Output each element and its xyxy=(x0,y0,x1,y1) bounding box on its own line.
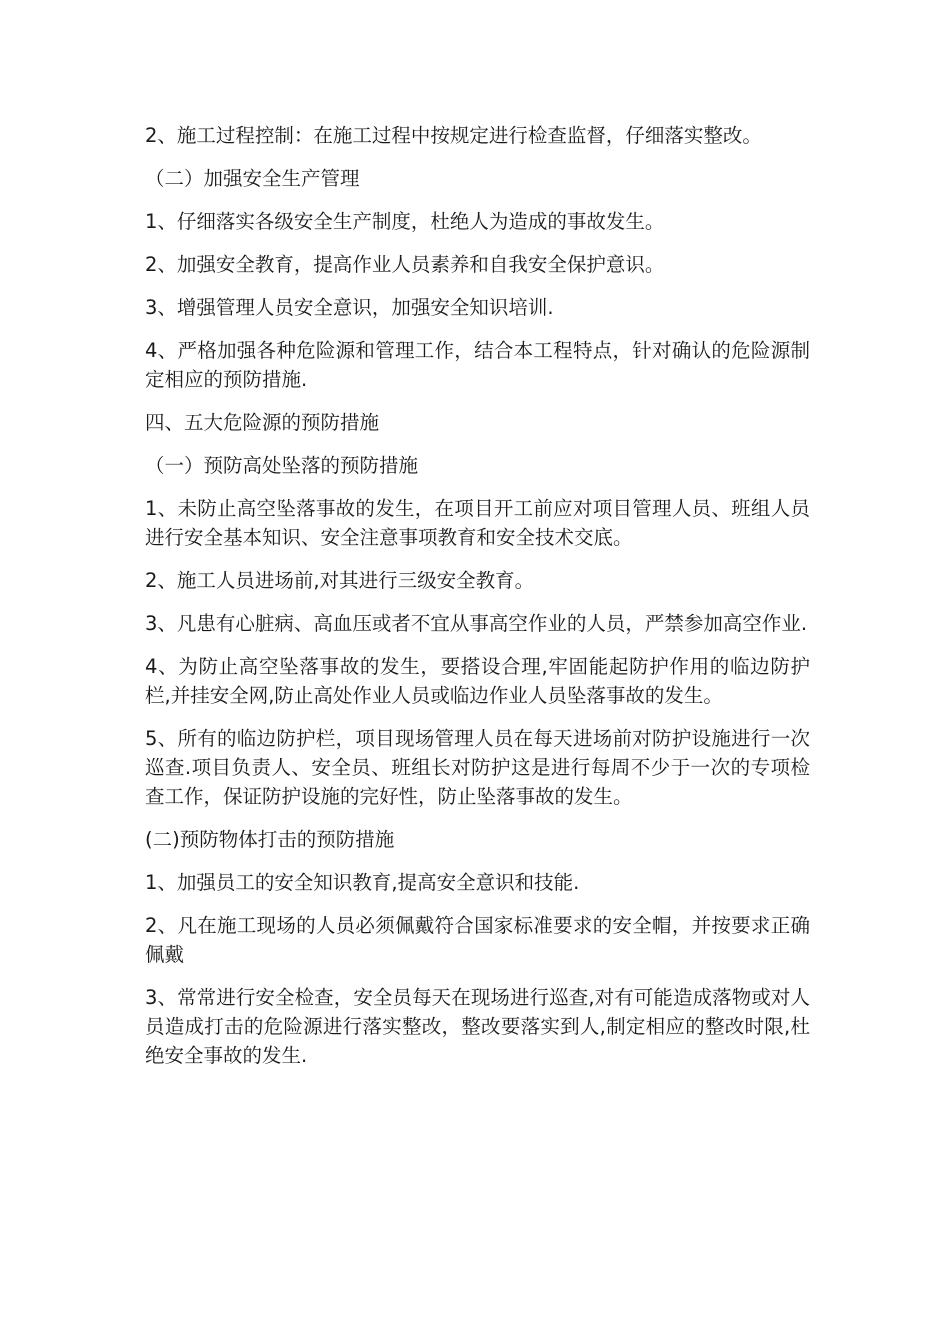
paragraph: 3、增强管理人员安全意识，加强安全知识培训. xyxy=(145,296,554,319)
paragraph: 3、常常进行安全检查，安全员每天在现场进行巡查,对有可能造成落物或对人员造成打击的危险源进行落实整改，整改要落实到人,制定相应的整改时限,杜绝安全事故的发生. xyxy=(145,986,810,1067)
paragraph: 2、加强安全教育，提高作业人员素养和自我安全保护意识。 xyxy=(145,253,665,276)
paragraph: 4、为防止高空坠落事故的发生，要搭设合理,牢固能起防护作用的临边防护栏,并挂安全网,防止高处作业人员或临边作业人员坠落事故的发生。 xyxy=(145,655,810,707)
section-heading: （二）加强安全生产管理 xyxy=(145,167,360,190)
paragraph: 2、凡在施工现场的人员必须佩戴符合国家标准要求的安全帽，并按要求正确佩戴 xyxy=(145,914,810,966)
paragraph: 1、未防止高空坠落事故的发生，在项目开工前应对项目管理人员、班组人员进行安全基本知识、安全注意事项教育和安全技术交底。 xyxy=(145,497,810,549)
section-heading: （一）预防高处坠落的预防措施 xyxy=(145,454,419,477)
paragraph: 2、施工人员进场前,对其进行三级安全教育。 xyxy=(145,569,535,592)
paragraph: 5、所有的临边防护栏，项目现场管理人员在每天进场前对防护设施进行一次巡查.项目负责人、安全员、班组长对防护这是进行每周不少于一次的专项检查工作，保证防护设施的完好性，防止坠落事故的发生。 xyxy=(145,727,810,808)
paragraph: 1、加强员工的安全知识教育,提高安全意识和技能. xyxy=(145,871,580,894)
paragraph: 4、严格加强各种危险源和管理工作，结合本工程特点，针对确认的危险源制定相应的预防措施. xyxy=(145,339,810,391)
paragraph: 3、凡患有心脏病、高血压或者不宜从事高空作业的人员，严禁参加高空作业. xyxy=(145,612,808,635)
section-heading: 四、五大危险源的预防措施 xyxy=(145,411,380,434)
paragraph: 1、仔细落实各级安全生产制度，杜绝人为造成的事故发生。 xyxy=(145,210,665,233)
section-heading: (二)预防物体打击的预防措施 xyxy=(145,828,395,851)
paragraph: 2、施工过程控制：在施工过程中按规定进行检查监督，仔细落实整改。 xyxy=(145,124,762,147)
document-body xyxy=(145,121,810,1084)
